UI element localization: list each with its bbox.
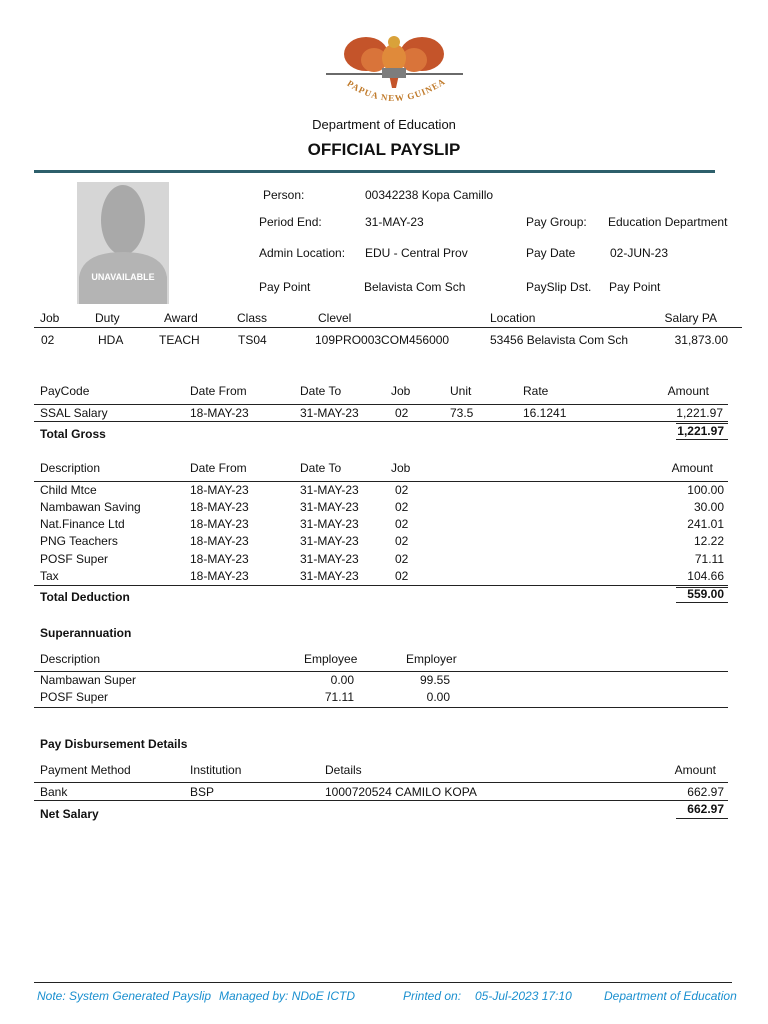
super-row-description: Nambawan Super [40, 673, 137, 687]
super-row-employer: 0.00 [426, 690, 450, 704]
ded-row-date-from: 18-MAY-23 [190, 500, 249, 514]
ded-header-date-from: Date From [190, 461, 247, 475]
job-header-job: Job [40, 311, 60, 325]
gross-total-underline [676, 439, 728, 440]
job-cell-class: TS04 [238, 333, 267, 347]
ded-header-amount: Amount [671, 461, 713, 475]
title-divider [34, 170, 715, 173]
disb-header-details: Details [325, 763, 362, 777]
total-deduction-label: Total Deduction [40, 590, 130, 604]
ded-row-amount: 104.66 [687, 569, 724, 583]
super-header-employee: Employee [304, 652, 358, 666]
disb-row-details: 1000720524 CAMILO KOPA [325, 785, 477, 799]
super-row-employer: 99.55 [419, 673, 450, 687]
ded-total-underline [676, 602, 728, 603]
total-deduction-value: 559.00 [687, 587, 724, 601]
ded-header-description: Description [40, 461, 101, 475]
disb-row-institution: BSP [190, 785, 215, 799]
pay-header-job: Job [391, 384, 411, 398]
net-salary-value: 662.97 [687, 802, 724, 816]
ded-row-amount: 100.00 [687, 483, 724, 497]
total-gross-label: Total Gross [40, 427, 106, 441]
ded-row-amount: 30.00 [693, 500, 724, 514]
super-header-divider [34, 671, 728, 672]
page-title: OFFICIAL PAYSLIP [307, 140, 461, 159]
pay-point-label: Pay Point [259, 280, 311, 294]
footer-printed-date: 05-Jul-2023 17:10 [475, 989, 572, 1003]
period-end-label: Period End: [259, 215, 322, 229]
ded-row-amount: 71.11 [694, 552, 724, 566]
net-salary-label: Net Salary [40, 807, 99, 821]
pay-group-label: Pay Group: [526, 215, 587, 229]
pay-cell-unit: 73.5 [450, 406, 474, 420]
ded-row-description: Tax [40, 569, 59, 583]
ded-row-date-from: 18-MAY-23 [190, 483, 249, 497]
ded-row-date-to: 31-MAY-23 [300, 500, 359, 514]
super-header-employer: Employer [406, 652, 457, 666]
pay-header-unit: Unit [450, 384, 472, 398]
ded-row-job: 02 [395, 517, 409, 531]
ded-row-date-from: 18-MAY-23 [190, 517, 249, 531]
ded-row-amount: 241.01 [687, 517, 724, 531]
pay-header-date-from: Date From [190, 384, 247, 398]
period-end-value: 31-MAY-23 [365, 215, 424, 229]
super-row-employee: 0.00 [330, 673, 354, 687]
disbursement-title: Pay Disbursement Details [40, 737, 188, 751]
person-value: 00342238 Kopa Camillo [365, 188, 494, 202]
pay-cell-amount: 1,221.97 [676, 406, 723, 420]
ded-row-date-to: 31-MAY-23 [300, 534, 359, 548]
ded-row-date-to: 31-MAY-23 [300, 552, 359, 566]
ded-row-date-to: 31-MAY-23 [300, 569, 359, 583]
pay-header-rate: Rate [523, 384, 549, 398]
superannuation-title: Superannuation [40, 626, 132, 640]
png-emblem-logo [318, 22, 468, 114]
ded-row-amount: 12.22 [693, 534, 724, 548]
ded-rows-divider [34, 585, 728, 586]
photo-unavailable-label: UNAVAILABLE [91, 272, 155, 282]
footer-printed-label: Printed on: [403, 989, 462, 1003]
super-header-description: Description [40, 652, 101, 666]
payslip-dst-label: PaySlip Dst. [526, 280, 592, 294]
disb-header-divider [34, 782, 728, 783]
person-label: Person: [263, 188, 305, 202]
disb-header-amount: Amount [674, 763, 716, 777]
payslip-dst-value: Pay Point [609, 280, 661, 294]
ded-row-description: PNG Teachers [40, 534, 118, 548]
footer-department: Department of Education [604, 989, 737, 1003]
job-header-divider [34, 327, 742, 328]
disb-header-method: Payment Method [40, 763, 131, 777]
ded-row-description: POSF Super [40, 552, 109, 566]
pay-rows-divider [34, 421, 728, 422]
pay-header-amount: Amount [667, 384, 709, 398]
admin-location-label: Admin Location: [259, 246, 346, 260]
ded-header-date-to: Date To [300, 461, 342, 475]
ded-row-description: Nambawan Saving [40, 500, 141, 514]
super-rows-divider [34, 707, 728, 708]
footer-note: Note: System Generated Payslip [37, 989, 212, 1003]
pay-date-label: Pay Date [526, 246, 576, 260]
ded-row-description: Nat.Finance Ltd [40, 517, 125, 531]
job-header-clevel: Clevel [318, 311, 352, 325]
super-row-description: POSF Super [40, 690, 109, 704]
pay-header-divider [34, 404, 728, 405]
ded-row-job: 02 [395, 552, 409, 566]
pay-header-paycode: PayCode [40, 384, 90, 398]
ded-row-date-from: 18-MAY-23 [190, 569, 249, 583]
ded-row-description: Child Mtce [40, 483, 97, 497]
admin-location-value: EDU - Central Prov [365, 246, 468, 260]
pay-date-value: 02-JUN-23 [610, 246, 669, 260]
job-header-award: Award [164, 311, 198, 325]
ded-row-date-from: 18-MAY-23 [190, 552, 249, 566]
department-name: Department of Education [312, 117, 456, 132]
total-gross-value: 1,221.97 [677, 424, 724, 438]
job-header-location: Location [490, 311, 536, 325]
pay-cell-rate: 16.1241 [523, 406, 567, 420]
ded-row-date-from: 18-MAY-23 [190, 534, 249, 548]
pay-header-date-to: Date To [300, 384, 342, 398]
disb-row-method: Bank [40, 785, 68, 799]
disb-row-amount: 662.97 [687, 785, 724, 799]
disb-rows-divider [34, 800, 728, 801]
ded-row-job: 02 [395, 483, 409, 497]
ded-header-divider [34, 481, 728, 482]
disb-header-institution: Institution [190, 763, 242, 777]
pay-point-value: Belavista Com Sch [364, 280, 466, 294]
pay-cell-paycode: SSAL Salary [40, 406, 108, 420]
job-cell-job: 02 [41, 333, 55, 347]
job-header-class: Class [237, 311, 268, 325]
pay-cell-job: 02 [395, 406, 409, 420]
pay-cell-date-to: 31-MAY-23 [300, 406, 359, 420]
job-cell-clevel: 109PRO003COM456000 [315, 333, 450, 347]
ded-row-job: 02 [395, 534, 409, 548]
ded-header-job: Job [391, 461, 411, 475]
ded-row-date-to: 31-MAY-23 [300, 517, 359, 531]
pay-cell-date-from: 18-MAY-23 [190, 406, 249, 420]
employee-photo [77, 182, 169, 304]
footer-divider [34, 982, 732, 983]
job-cell-duty: HDA [98, 333, 124, 347]
job-cell-location: 53456 Belavista Com Sch [490, 333, 629, 347]
ded-row-date-to: 31-MAY-23 [300, 483, 359, 497]
net-salary-underline [676, 818, 728, 819]
ded-row-job: 02 [395, 569, 409, 583]
job-header-duty: Duty [95, 311, 120, 325]
super-row-employee: 71.11 [324, 690, 354, 704]
ded-row-job: 02 [395, 500, 409, 514]
svg-text:PAPUA NEW GUINEA: PAPUA NEW GUINEA [345, 76, 448, 104]
job-cell-salary: 31,873.00 [674, 333, 728, 347]
pay-group-value: Education Department [608, 215, 728, 229]
job-header-salary: Salary PA [664, 311, 717, 325]
footer-managed-by: Managed by: NDoE ICTD [219, 989, 356, 1003]
job-cell-award: TEACH [159, 333, 200, 347]
